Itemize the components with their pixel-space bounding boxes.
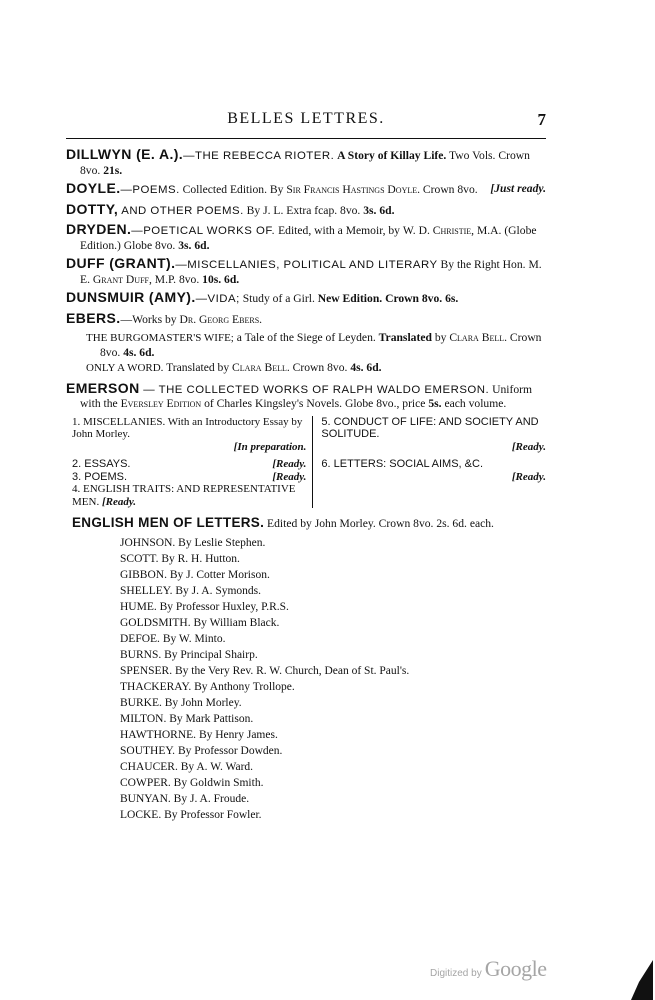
sub-work: [86, 331, 546, 359]
text-run: , M.A. (Globe Edition.) Globe 8vo.: [80, 224, 537, 252]
book-title: SOUTHEY.: [120, 744, 176, 757]
text-run: By J. L. Extra fcap. 8vo.: [243, 203, 364, 217]
emerson-volumes: [72, 416, 546, 509]
text-run: . Crown 8vo.: [100, 331, 542, 359]
text-run: a Tale of the Siege of Leyden.: [233, 331, 379, 344]
book-title: MILTON.: [120, 712, 167, 725]
text-run: Sir Francis Hastings Doyle: [286, 183, 418, 196]
volume-item: 5. CONDUCT OF LIFE: AND SOCIETY AND SOLITUDE. [Ready.: [321, 415, 546, 453]
book-author: By J. A. Froude.: [170, 792, 250, 805]
book-item: [120, 759, 546, 775]
entry-text: Edited by John Morley. Crown 8vo. 2s. 6d. each.: [264, 517, 494, 530]
volume-item: 2. ESSAYS. [Ready.: [72, 458, 307, 470]
catalogue-entry: [66, 309, 546, 327]
book-item: [120, 599, 546, 615]
text-run: —MISCELLANIES, POLITICAL AND LITERARY: [175, 259, 438, 271]
entry-list: [66, 148, 546, 326]
text-run: 5s.: [428, 397, 442, 410]
book-item: [120, 663, 546, 679]
text-run: 3s. 6d.: [363, 203, 395, 217]
book-list: [120, 535, 546, 823]
book-author: By Leslie Stephen.: [175, 536, 266, 549]
book-author: By Goldwin Smith.: [170, 776, 264, 789]
text-run: [Just ready.: [490, 182, 546, 195]
text-run: 10s. 6d.: [202, 272, 240, 286]
text-run: .: [259, 312, 263, 326]
book-item: [120, 695, 546, 711]
volume-item: 3. POEMS. [Ready.: [72, 470, 307, 483]
text-run: —Works by: [120, 312, 180, 326]
text-run: — THE COLLECTED WORKS OF RALPH WALDO EMERSON.: [139, 383, 490, 396]
sub-work: [86, 361, 546, 376]
entry-head: DOYLE.: [66, 180, 121, 196]
book-item: [120, 551, 546, 567]
text-run: Edited, with a Memoir, by: [275, 224, 403, 237]
text-run: W. D. Christie: [402, 224, 472, 237]
catalogue-entry: [66, 182, 546, 198]
text-run: A Story of Killay Life.: [337, 149, 447, 162]
text-run: of Charles Kingsley's Novels. Globe 8vo., price: [201, 397, 429, 410]
book-item: [120, 567, 546, 583]
text-run: . Crown 8vo.: [286, 361, 351, 374]
text-run: Dr. Georg Ebers: [179, 312, 260, 326]
catalogue-body: [66, 148, 546, 823]
emerson-entry: [66, 379, 546, 411]
volume-item: 1. MISCELLANIES. With an Introductory Essay by John Morley. [In preparation.: [72, 415, 307, 453]
text-run: AND OTHER POEMS.: [118, 204, 244, 217]
entry-text: [80, 383, 532, 411]
book-item: [120, 679, 546, 695]
catalogue-entry: [66, 148, 546, 177]
entry-head: DRYDEN.: [66, 221, 132, 237]
book-item: [120, 791, 546, 807]
book-item: [120, 647, 546, 663]
book-title: GIBBON.: [120, 568, 167, 581]
text-run: Clara Bell: [232, 361, 287, 374]
book-title: HUME.: [120, 600, 157, 613]
entry-head: DUFF (GRANT).: [66, 255, 176, 271]
text-run: 21s.: [103, 163, 123, 177]
digitized-watermark: [430, 956, 546, 982]
text-run: Two Vols. Crown 8vo.: [80, 149, 530, 177]
book-title: COWPER.: [120, 776, 171, 789]
book-author: By Professor Fowler.: [161, 808, 262, 821]
catalogue-entry: [66, 200, 546, 219]
entry-head: DILLWYN (E. A.).: [66, 146, 184, 162]
text-run: —VIDA;: [195, 293, 240, 305]
text-run: Clara Bell: [449, 331, 505, 344]
text-run: each volume.: [441, 397, 507, 410]
text-run: New Edition. Crown 8vo.: [317, 292, 443, 305]
text-run: THE BURGOMASTER'S WIFE;: [86, 332, 234, 344]
book-item: [120, 727, 546, 743]
book-title: SCOTT.: [120, 552, 159, 565]
book-author: By A. W. Ward.: [177, 760, 254, 773]
book-item: [120, 743, 546, 759]
book-title: LOCKE.: [120, 808, 162, 821]
text-run: M. E. Grant Duff: [80, 258, 542, 286]
header-rule: [66, 138, 546, 139]
text-run: ONLY A WORD.: [86, 362, 164, 374]
book-author: By R. H. Hutton.: [158, 552, 240, 565]
book-title: GOLDSMITH.: [120, 616, 191, 629]
book-title: HAWTHORNE.: [120, 728, 197, 741]
book-title: CHAUCER.: [120, 760, 178, 773]
book-title: BUNYAN.: [120, 792, 171, 805]
book-item: [120, 583, 546, 599]
entry-head: EBERS.: [66, 309, 121, 326]
volumes-left: [72, 416, 313, 509]
book-author: By Henry James.: [196, 728, 278, 741]
book-item: [120, 775, 546, 791]
book-title: JOHNSON.: [120, 536, 176, 549]
text-run: 3s. 6d.: [178, 238, 210, 252]
text-run: . Crown 8vo.: [417, 183, 478, 196]
book-item: [120, 615, 546, 631]
entry-head: DOTTY,: [66, 200, 119, 217]
text-run: Translated: [378, 331, 432, 344]
volume-item: 4. ENGLISH TRAITS: AND REPRESENTATIVE MEN. [Ready.: [72, 483, 296, 508]
catalogue-entry: [66, 257, 546, 286]
book-item: [120, 535, 546, 551]
text-run: 4s. 6d.: [123, 345, 155, 359]
catalogue-entry: [66, 291, 546, 307]
text-run: Collected Edition. By: [179, 183, 287, 196]
catalogue-entry: [66, 223, 546, 252]
book-title: SPENSER.: [120, 664, 173, 677]
text-run: Translated by: [163, 361, 233, 374]
page-corner-mark: [631, 960, 653, 1000]
book-author: By J. Cotter Morison.: [166, 568, 270, 581]
volumes-right: [313, 416, 546, 509]
text-run: —POEMS.: [120, 184, 180, 196]
volume-item: 6. LETTERS: SOCIAL AIMS, &C. [Ready.: [321, 458, 546, 483]
book-title: BURKE.: [120, 696, 162, 709]
section-title: BELLES LETTRES.: [227, 110, 385, 127]
running-header: [66, 110, 546, 132]
book-item: [120, 631, 546, 647]
book-author: By William Black.: [190, 616, 280, 629]
text-run: Eversley Edition: [120, 397, 202, 410]
book-author: By Professor Huxley, P.R.S.: [156, 600, 289, 613]
book-author: By John Morley.: [161, 696, 242, 709]
book-item: [120, 711, 546, 727]
book-title: THACKERAY.: [120, 680, 192, 693]
book-author: By Professor Dowden.: [175, 744, 283, 757]
book-item: [120, 807, 546, 823]
text-run: 6s.: [445, 292, 459, 305]
entry-head: EMERSON: [66, 379, 140, 396]
page-number: 7: [537, 110, 546, 129]
google-logo: Google: [484, 956, 547, 981]
english-men-entry: [72, 516, 546, 531]
text-run: —THE REBECCA RIOTER.: [183, 150, 335, 162]
text-run: Study of a Girl.: [239, 292, 318, 305]
book-title: DEFOE.: [120, 632, 160, 645]
book-author: By Principal Shairp.: [161, 648, 258, 661]
book-author: By J. A. Symonds.: [172, 584, 262, 597]
digitized-text: Digitized by: [430, 968, 482, 979]
book-author: By Mark Pattison.: [166, 712, 254, 725]
text-run: by: [431, 331, 450, 344]
book-author: By Anthony Trollope.: [191, 680, 295, 693]
entry-head: DUNSMUIR (AMY).: [66, 289, 196, 305]
book-title: SHELLEY.: [120, 584, 173, 597]
book-author: By W. Minto.: [159, 632, 226, 645]
text-run: 4s. 6d.: [350, 361, 382, 374]
text-run: By the Right Hon.: [437, 258, 529, 271]
book-title: BURNS.: [120, 648, 162, 661]
text-run: —POETICAL WORKS OF.: [131, 225, 276, 237]
entry-head: ENGLISH MEN OF LETTERS.: [72, 515, 265, 530]
text-run: Uniform with the: [80, 382, 533, 410]
ebers-works: [66, 331, 546, 376]
book-author: By the Very Rev. R. W. Church, Dean of St. Paul's.: [172, 664, 410, 677]
text-run: , M.P. 8vo.: [148, 272, 203, 286]
